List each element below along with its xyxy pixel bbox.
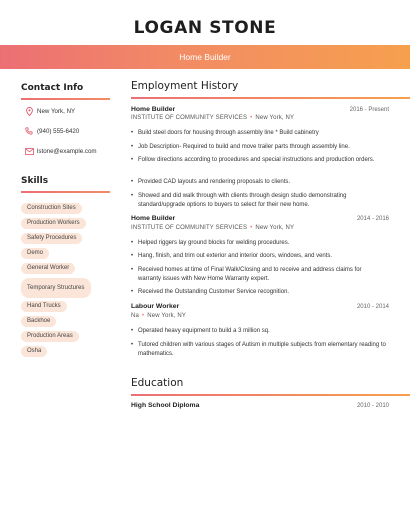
education-degree: High School Diploma	[131, 402, 200, 409]
skill-tag: Production Areas	[21, 331, 79, 342]
phone-icon	[21, 127, 37, 135]
contact-phone	[21, 125, 116, 137]
job-company: Na	[131, 313, 139, 319]
job-bullet: • Received the Outstanding Customer Service recognition.	[131, 288, 386, 297]
job-bullet: • Tutored children with various stages of Autism in multiple subjects from elementary reading to mathematics.	[131, 341, 386, 358]
separator-dot: •	[250, 225, 253, 231]
job-company-line	[131, 225, 294, 231]
contact-email-text[interactable]: lstone@example.com	[37, 147, 97, 155]
education-heading: Education	[131, 377, 184, 389]
skills-heading: Skills	[21, 176, 49, 186]
job-dates: 2010 - 2014	[356, 304, 389, 310]
skill-tag: Construction Sites	[21, 203, 82, 214]
job-title: Labour Worker	[131, 303, 180, 310]
job-bullet: • Hang, finish, and trim out exterior and interior doors, windows, and vents.	[131, 252, 386, 261]
job-bullet: • Build steel doors for housing through assembly line * Build cabinetry	[131, 129, 386, 138]
skill-tag: Production Workers	[21, 218, 86, 229]
job-title: Home Builder	[131, 106, 176, 113]
separator-dot: •	[250, 115, 253, 121]
contact-email[interactable]	[21, 145, 116, 157]
candidate-name: LOGAN STONE	[133, 18, 277, 38]
contact-info-heading: Contact Info	[21, 83, 84, 93]
skill-tag: Backhoe	[21, 316, 56, 327]
job-dates: 2014 - 2016	[356, 216, 389, 222]
job-company: INSTITUTE OF COMMUNITY SERVICES	[131, 115, 248, 121]
education-dates: 2010 - 2010	[356, 403, 389, 409]
job-title-banner: Home Builder	[0, 45, 410, 69]
employment-history-rule	[131, 97, 410, 99]
job-company-line	[131, 313, 186, 319]
job-bullet: • Follow directions according to procedures and special instructions and production orders.	[131, 156, 386, 165]
job-location: New York, NY	[255, 225, 295, 231]
skill-tag: Hand Trucks	[21, 301, 67, 312]
job-company-line	[131, 115, 294, 121]
job-company: INSTITUTE OF COMMUNITY SERVICES	[131, 225, 248, 231]
job-title: Home Builder	[131, 215, 176, 222]
education-rule	[131, 394, 410, 396]
skill-tag: General Worker	[21, 263, 75, 274]
skill-tag: Osha	[21, 346, 47, 357]
skills-rule	[21, 191, 110, 193]
employment-history-heading: Employment History	[131, 80, 239, 92]
job-bullet: • Provided CAD layouts and rendering proposals to clients.	[131, 178, 386, 187]
skill-tag: Temporary Structures	[21, 278, 91, 298]
contact-phone-text: (940) 555-6420	[37, 127, 80, 135]
job-bullet: • Received homes at time of Final Walk/Closing and to receive and address claims for warranty issues with New Home Warranty expert.	[131, 266, 386, 283]
mail-icon	[21, 148, 37, 155]
job-bullet: • Operated heavy equipment to build a 3 million sq.	[131, 327, 386, 336]
job-bullet: • Showed and did walk through with clients through design studio demonstrating standard/upgrade options to buyers to select for their new home.	[131, 192, 386, 209]
contact-location	[21, 105, 116, 117]
contact-location-text: New York, NY	[37, 107, 76, 115]
job-bullet: • Helped riggers lay ground blocks for welding procedures.	[131, 239, 386, 248]
contact-info-rule	[21, 98, 110, 100]
job-dates: 2016 - Present	[349, 107, 389, 113]
job-bullet: • Job Description- Required to build and move trailer parts through assembly line.	[131, 143, 386, 152]
skill-tag: Demo	[21, 248, 49, 259]
job-location: New York, NY	[255, 115, 295, 121]
skill-tag: Safety Procedures	[21, 233, 82, 244]
separator-dot: •	[141, 313, 145, 319]
job-location: New York, NY	[147, 313, 187, 319]
location-pin-icon	[21, 107, 37, 116]
